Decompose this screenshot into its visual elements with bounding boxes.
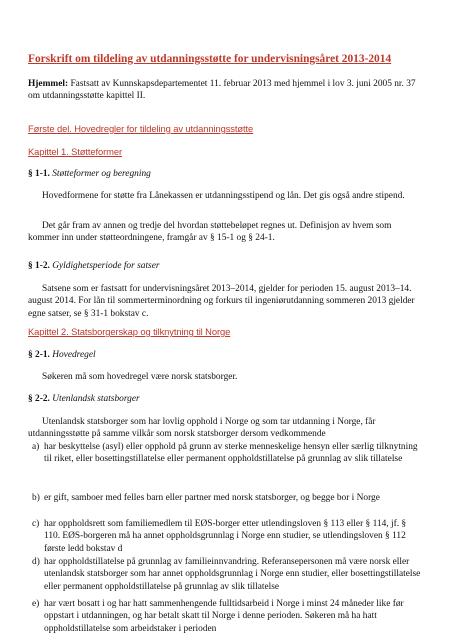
list-marker: a) <box>32 442 40 452</box>
section-title: Gyldighetsperiode for satser <box>52 261 160 271</box>
list-text: er gift, samboer med felles barn eller partner med norsk statsborger, og begge bor i Norge <box>44 493 380 503</box>
part-heading[interactable]: Første del. Hovedregler for tildeling av utdanningsstøtte <box>28 123 254 134</box>
section-title: Utenlandsk statsborger <box>52 394 140 404</box>
section-2-1-heading <box>28 349 420 361</box>
hjemmel-paragraph <box>28 78 420 103</box>
section-1-1-paragraph-1: Hovedformene for støtte fra Lånekassen er utdanningsstipend og lån. Det gis også andre stipend. <box>42 191 405 201</box>
section-2-2-paragraph-1: Utenlandsk statsborger som har lovlig opphold i Norge og som tar utdanning i Norge, får utdanningsstøtte på samme vilkår som norsk statsborger dersom vedkommende <box>28 417 376 440</box>
list-text: har beskyttelse (asyl) eller opphold på grunn av sterke menneskelige hensyn eller særlig tilknytning til riket, eller bosettingstillatelse eller permanent oppholdstillatelse på grunnlag av slik tillatelse <box>44 442 418 465</box>
list-text: har oppholdsrett som familiemedlem til EØS-borger etter utlendingsloven § 113 eller § 114, jf. § 110. EØS-borgeren må ha annet oppholdsgrunnlag i Norge enn studier, se utlendingsloven § 112 første ledd bokstav d <box>44 519 407 554</box>
document-title: Forskrift om tildeling av utdanningsstøtte for undervisningsåret 2013-2014 <box>28 53 392 65</box>
list-item-a <box>32 441 422 466</box>
list-item-e <box>32 598 422 635</box>
section-number: § 1-2. <box>28 261 50 271</box>
list-item-b <box>32 492 422 504</box>
section-number: § 2-2. <box>28 394 50 404</box>
section-2-2-heading <box>28 393 420 405</box>
hjemmel-text: Fastsatt av Kunnskapsdepartementet 11. februar 2013 med hjemmel i lov 3. juni 2005 nr. 37 om utdanningsstøtte kapittel II. <box>28 79 416 102</box>
list-marker: c) <box>32 519 40 529</box>
section-title: Hovedregel <box>52 350 96 360</box>
section-1-1-paragraph-2: Det går fram av annen og tredje del hvordan støttebeløpet regnes ut. Definisjon av hvem som kommer inn under støtteordningene, framgår av § 15-1 og § 24-1. <box>28 221 392 244</box>
list-item-c <box>32 518 422 555</box>
section-1-1-heading <box>28 168 420 180</box>
section-1-2-heading <box>28 260 420 272</box>
list-text: har oppholdstillatelse på grunnlag av familieinnvandring. Referansepersonen må være norsk eller utenlandsk statsborger som har annet oppholdsgrunnlag i Norge enn studier, eller bosettingstillatelse eller permanent oppholdstillatelse på grunnlag av slik tillatelse <box>44 557 421 592</box>
hjemmel-label: Hjemmel: <box>28 79 69 89</box>
list-marker: d) <box>32 557 40 567</box>
chapter-2-heading[interactable]: Kapittel 2. Statsborgerskap og tilknytning til Norge <box>28 326 231 337</box>
section-2-1-paragraph-1: Søkeren må som hovedregel være norsk statsborger. <box>42 372 238 382</box>
list-item-d <box>32 556 422 593</box>
list-marker: e) <box>32 599 40 609</box>
section-1-2-paragraph-1: Satsene som er fastsatt for undervisningsåret 2013–2014, gjelder for perioden 15. august 2013–14. august 2014. For lån til sommerterminordning og forkurs til ingeniørutdanning sommeren 2013 gjelder egne satser, se § 31-1 bokstav c. <box>28 284 415 319</box>
list-marker: b) <box>32 493 40 503</box>
section-title: Støtteformer og beregning <box>52 169 151 179</box>
section-number: § 2-1. <box>28 350 50 360</box>
list-text: har vært bosatt i og har hatt sammenhengende fulltidsarbeid i Norge i minst 24 måneder like før oppstart i utdanningen, og har betalt skatt til Norge i denne perioden. Søkeren må ha hatt oppholdstillatelse som arbeidstaker i perioden <box>44 599 404 634</box>
section-number: § 1-1. <box>28 169 50 179</box>
chapter-1-heading[interactable]: Kapittel 1. Støtteformer <box>28 146 122 157</box>
